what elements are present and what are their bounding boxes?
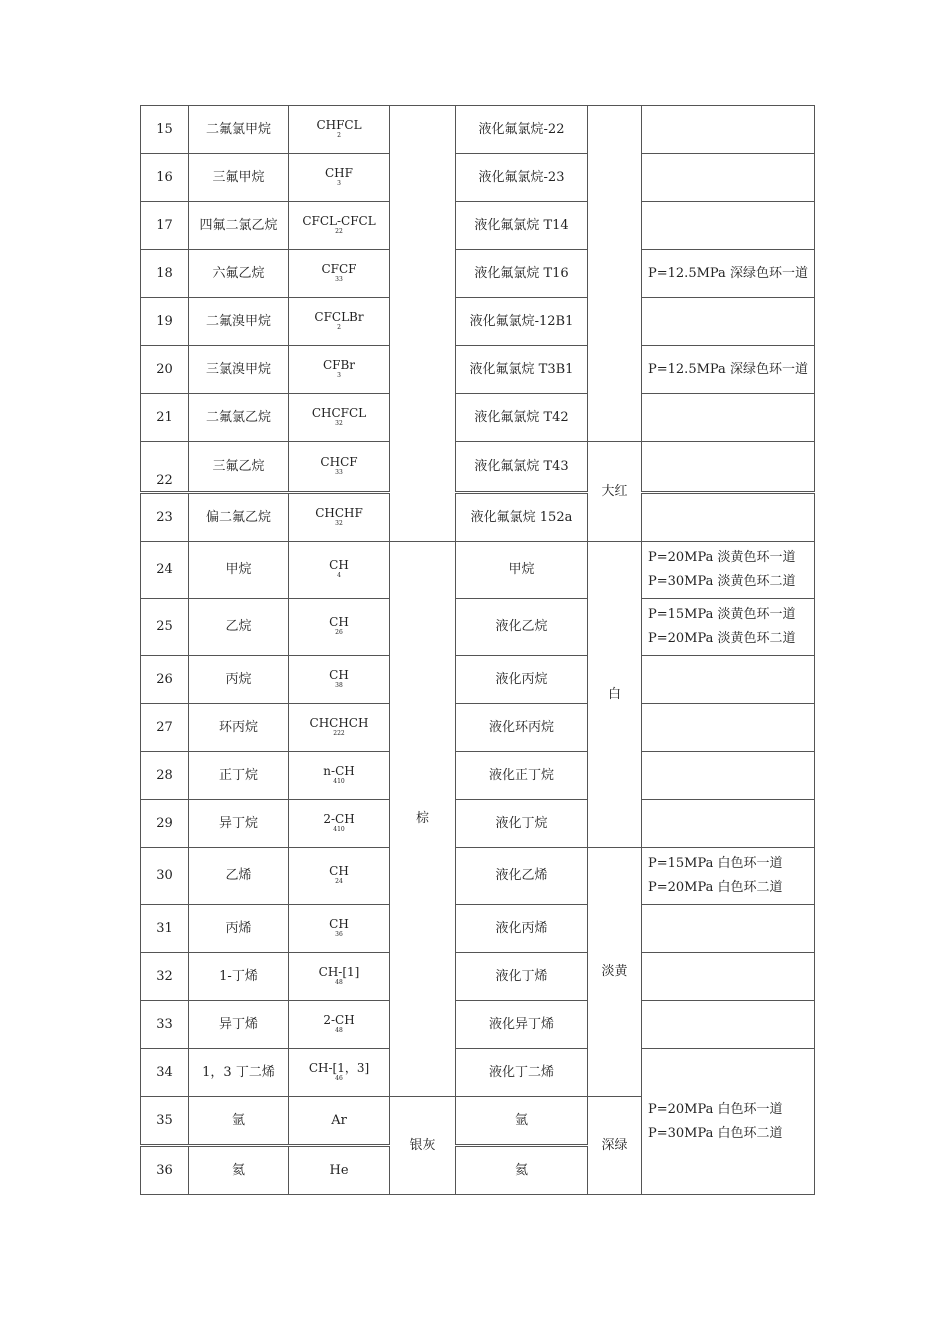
remark-cell <box>642 442 815 493</box>
table-row <box>141 298 815 346</box>
row-number: 17 <box>141 202 189 250</box>
chemical-formula: CHF 3 <box>289 154 390 202</box>
remark-cell <box>642 298 815 346</box>
product-name: 液化正丁烷 <box>456 752 588 800</box>
chemical-formula: CH 4 <box>289 542 390 599</box>
text-color-cell <box>588 106 642 442</box>
table-row <box>141 953 815 1001</box>
gas-name: 异丁烷 <box>189 800 289 848</box>
table-row <box>141 394 815 442</box>
table-row <box>141 599 815 656</box>
chemical-formula: CHCF 33 <box>289 442 390 493</box>
table-row <box>141 704 815 752</box>
row-number: 19 <box>141 298 189 346</box>
row-number: 15 <box>141 106 189 154</box>
chemical-formula: CH 36 <box>289 905 390 953</box>
product-name: 液化环丙烷 <box>456 704 588 752</box>
gas-name: 二氟氯乙烷 <box>189 394 289 442</box>
product-name: 液化氟氯烷 T14 <box>456 202 588 250</box>
text-color-yellow: 淡黄 <box>588 848 642 1097</box>
gas-name: 二氟氯甲烷 <box>189 106 289 154</box>
row-number: 33 <box>141 1001 189 1049</box>
remark-cell <box>642 493 815 542</box>
text-color-white: 白 <box>588 542 642 848</box>
chemical-formula: CH 38 <box>289 656 390 704</box>
text-color-green: 深绿 <box>588 1097 642 1195</box>
product-name: 甲烷 <box>456 542 588 599</box>
chemical-formula: CFCF 33 <box>289 250 390 298</box>
row-number: 32 <box>141 953 189 1001</box>
chemical-formula: CFCLBr 2 <box>289 298 390 346</box>
gas-name: 偏二氟乙烷 <box>189 493 289 542</box>
gas-name: 三氯溴甲烷 <box>189 346 289 394</box>
remark-cell <box>642 752 815 800</box>
table-row <box>141 848 815 905</box>
gas-name: 环丙烷 <box>189 704 289 752</box>
gas-name: 乙烷 <box>189 599 289 656</box>
table-row <box>141 106 815 154</box>
product-name: 液化氟氯烷-23 <box>456 154 588 202</box>
gas-name: 异丁烯 <box>189 1001 289 1049</box>
gas-name: 三氟乙烷 <box>189 442 289 493</box>
product-name: 液化氟氯烷 T16 <box>456 250 588 298</box>
table-row <box>141 800 815 848</box>
gas-name: 1-丁烯 <box>189 953 289 1001</box>
chemical-formula: 2-CH 48 <box>289 1001 390 1049</box>
chemical-formula: He <box>289 1146 390 1195</box>
product-name: 液化丁烯 <box>456 953 588 1001</box>
table-row <box>141 202 815 250</box>
gas-name: 丙烯 <box>189 905 289 953</box>
product-name: 氩 <box>456 1097 588 1146</box>
gas-name: 二氟溴甲烷 <box>189 298 289 346</box>
chemical-formula: CH 26 <box>289 599 390 656</box>
product-name: 液化丙烯 <box>456 905 588 953</box>
remark-cell-merged: P=20MPa 白色环一道 P=30MPa 白色环二道 <box>642 1049 815 1195</box>
table-row <box>141 154 815 202</box>
remark-cell: P=20MPa 淡黄色环一道 P=30MPa 淡黄色环二道 <box>642 542 815 599</box>
remark-cell: P=15MPa 白色环一道 P=20MPa 白色环二道 <box>642 848 815 905</box>
product-name: 液化异丁烯 <box>456 1001 588 1049</box>
product-name: 液化氟氯烷-12B1 <box>456 298 588 346</box>
row-number: 18 <box>141 250 189 298</box>
text-color-red: 大红 <box>588 442 642 542</box>
row-number: 23 <box>141 493 189 542</box>
table-row <box>141 442 815 493</box>
row-number: 31 <box>141 905 189 953</box>
gas-name: 四氟二氯乙烷 <box>189 202 289 250</box>
gas-name: 氦 <box>189 1146 289 1195</box>
body-color-silver: 银灰 <box>390 1097 456 1195</box>
row-number: 20 <box>141 346 189 394</box>
remark-cell: P=12.5MPa 深绿色环一道 <box>642 250 815 298</box>
product-name: 液化丁烷 <box>456 800 588 848</box>
row-number: 30 <box>141 848 189 905</box>
product-name: 液化氟氯烷 T43 <box>456 442 588 493</box>
table-row <box>141 250 815 298</box>
remark-cell <box>642 704 815 752</box>
row-number: 26 <box>141 656 189 704</box>
chemical-formula: CHCHF 32 <box>289 493 390 542</box>
chemical-formula: CHCFCL 32 <box>289 394 390 442</box>
row-number: 22 <box>141 442 189 493</box>
product-name: 液化乙烷 <box>456 599 588 656</box>
row-number: 16 <box>141 154 189 202</box>
product-name: 液化氟氯烷-22 <box>456 106 588 154</box>
remark-cell <box>642 154 815 202</box>
body-color-cell <box>390 106 456 542</box>
gas-name: 正丁烷 <box>189 752 289 800</box>
gas-name: 1，3 丁二烯 <box>189 1049 289 1097</box>
table-row <box>141 542 815 599</box>
chemical-formula: CH 24 <box>289 848 390 905</box>
chemical-formula: CH-[1，3] 46 <box>289 1049 390 1097</box>
product-name: 液化丙烷 <box>456 656 588 704</box>
remark-cell <box>642 394 815 442</box>
remark-cell <box>642 106 815 154</box>
product-name: 氦 <box>456 1146 588 1195</box>
product-name: 液化丁二烯 <box>456 1049 588 1097</box>
table-row <box>141 1001 815 1049</box>
gas-name: 六氟乙烷 <box>189 250 289 298</box>
table-row <box>141 346 815 394</box>
gas-name: 氩 <box>189 1097 289 1146</box>
body-color-brown: 棕 <box>390 542 456 1097</box>
gas-name: 乙烯 <box>189 848 289 905</box>
table-row <box>141 752 815 800</box>
table-row <box>141 1049 815 1097</box>
chemical-formula: CHCHCH 222 <box>289 704 390 752</box>
gas-name: 丙烷 <box>189 656 289 704</box>
remark-cell <box>642 953 815 1001</box>
remark-cell <box>642 202 815 250</box>
product-name: 液化氟氯烷 T3B1 <box>456 346 588 394</box>
row-number: 36 <box>141 1146 189 1195</box>
gas-name: 三氟甲烷 <box>189 154 289 202</box>
table-row <box>141 656 815 704</box>
chemical-formula: n-CH 410 <box>289 752 390 800</box>
remark-cell: P=15MPa 淡黄色环一道 P=20MPa 淡黄色环二道 <box>642 599 815 656</box>
chemical-formula: CFCL-CFCL 22 <box>289 202 390 250</box>
product-name: 液化氟氯烷 152a <box>456 493 588 542</box>
remark-cell <box>642 905 815 953</box>
row-number: 34 <box>141 1049 189 1097</box>
row-number: 28 <box>141 752 189 800</box>
remark-cell: P=12.5MPa 深绿色环一道 <box>642 346 815 394</box>
row-number: 27 <box>141 704 189 752</box>
row-number: 21 <box>141 394 189 442</box>
product-name: 液化氟氯烷 T42 <box>456 394 588 442</box>
product-name: 液化乙烯 <box>456 848 588 905</box>
chemical-formula: CH-[1] 48 <box>289 953 390 1001</box>
chemical-formula: CHFCL 2 <box>289 106 390 154</box>
chemical-formula: 2-CH 410 <box>289 800 390 848</box>
gas-cylinder-color-table <box>140 105 815 1195</box>
chemical-formula: Ar <box>289 1097 390 1146</box>
row-number: 24 <box>141 542 189 599</box>
row-number: 35 <box>141 1097 189 1146</box>
table-row <box>141 493 815 542</box>
remark-cell <box>642 800 815 848</box>
remark-cell <box>642 656 815 704</box>
row-number: 29 <box>141 800 189 848</box>
table-row <box>141 905 815 953</box>
remark-cell <box>642 1001 815 1049</box>
chemical-formula: CFBr 3 <box>289 346 390 394</box>
gas-name: 甲烷 <box>189 542 289 599</box>
row-number: 25 <box>141 599 189 656</box>
